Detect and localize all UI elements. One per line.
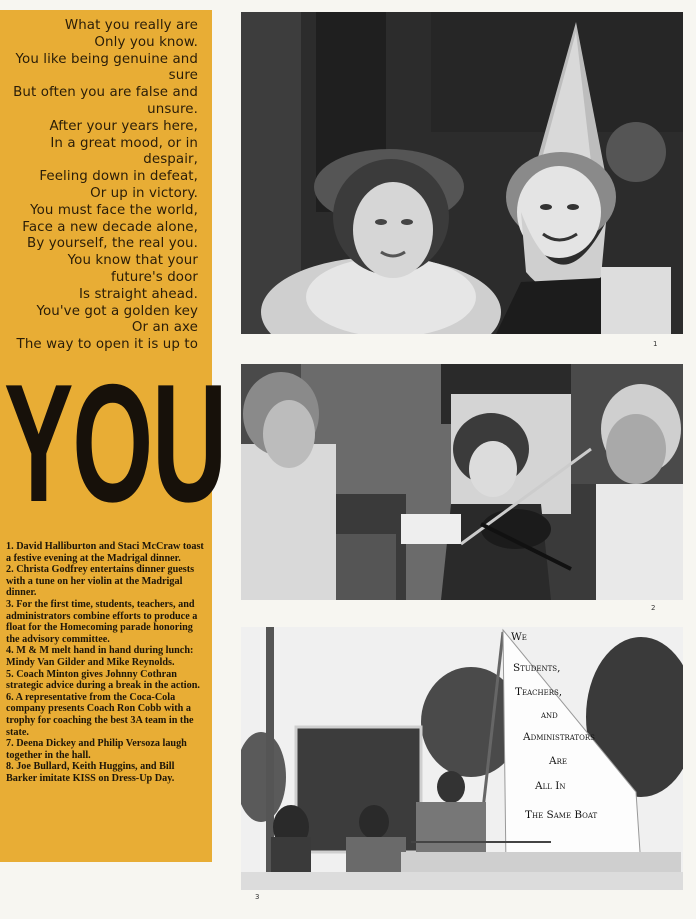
photo-number: 3 <box>255 893 260 901</box>
caption-item: 7. Deena Dickey and Philip Versoza laugh together in the hall. <box>6 738 187 761</box>
caption-item: 4. M & M melt hand in hand during lunch: Mindy Van Gilder and Mike Reynolds. <box>6 645 194 668</box>
poem-line: unsure. <box>147 101 198 117</box>
poem-line: Only you know. <box>94 34 198 50</box>
poem-line: The way to open it is up to <box>16 337 198 353</box>
sign-line: All In <box>535 780 566 792</box>
photo-number: 2 <box>651 604 656 612</box>
sign-line: and <box>541 709 558 721</box>
sign-line: Students, <box>513 662 561 674</box>
poem-line: Or an axe <box>131 320 198 336</box>
photo-captions <box>6 541 206 784</box>
big-you-heading: YOU <box>4 349 226 537</box>
caption-item: 1. David Halliburton and Staci McCraw toast a festive evening at the Madrigal dinner. <box>6 541 204 564</box>
poem-line: By yourself, the real you. <box>27 236 198 252</box>
poem-line: You've got a golden key <box>36 303 198 319</box>
photo-madrigal-dinner-toast <box>241 12 683 334</box>
sign-line: Teachers, <box>515 686 563 698</box>
sign-line: The Same Boat <box>525 809 598 821</box>
poem-line: You must face the world, <box>30 202 198 218</box>
poem-line: Feeling down in defeat, <box>39 169 198 185</box>
photo-violin-performance <box>241 364 683 600</box>
poem-line: But often you are false and <box>13 85 198 101</box>
poem-line: sure <box>168 68 198 84</box>
sign-line: Administrators <box>523 731 595 743</box>
photo-homecoming-float <box>241 627 683 890</box>
poem-line: Face a new decade alone, <box>22 219 198 235</box>
poem-line: Is straight ahead. <box>78 286 198 302</box>
poem-line: despair, <box>143 152 198 168</box>
poem-line: You like being genuine and <box>15 51 198 67</box>
caption-item: 5. Coach Minton gives Johnny Cothran strategic advice during a break in the action. <box>6 668 200 692</box>
caption-item: 8. Joe Bullard, Keith Huggins, and Bill Barker imitate KISS on Dress-Up Day. <box>6 761 175 784</box>
caption-item: 6. A representative from the Coca-Cola company presents Coach Ron Cobb with a trophy for coaching the best 3A team in the state. <box>6 691 194 738</box>
poem-line: future's door <box>111 269 198 285</box>
poem <box>2 18 198 354</box>
poem-line: Or up in victory. <box>90 185 198 201</box>
sign-line: We <box>511 631 527 643</box>
poem-line: What you really are <box>64 18 198 33</box>
poem-line: You know that your <box>67 253 198 269</box>
caption-item: 3. For the first time, students, teachers, and administrators combine efforts to produce a float for the Homecoming parade honoring the advisory committee. <box>6 598 198 645</box>
gold-sidebar-panel <box>0 10 226 862</box>
photo-number: 1 <box>653 340 658 348</box>
caption-item: 2. Christa Godfrey entertains dinner guests with a tune on her violin at the Madrigal dinner. <box>6 564 195 599</box>
poem-line: After your years here, <box>49 118 198 134</box>
sign-line: Are <box>549 755 567 767</box>
poem-line: In a great mood, or in <box>50 135 198 151</box>
